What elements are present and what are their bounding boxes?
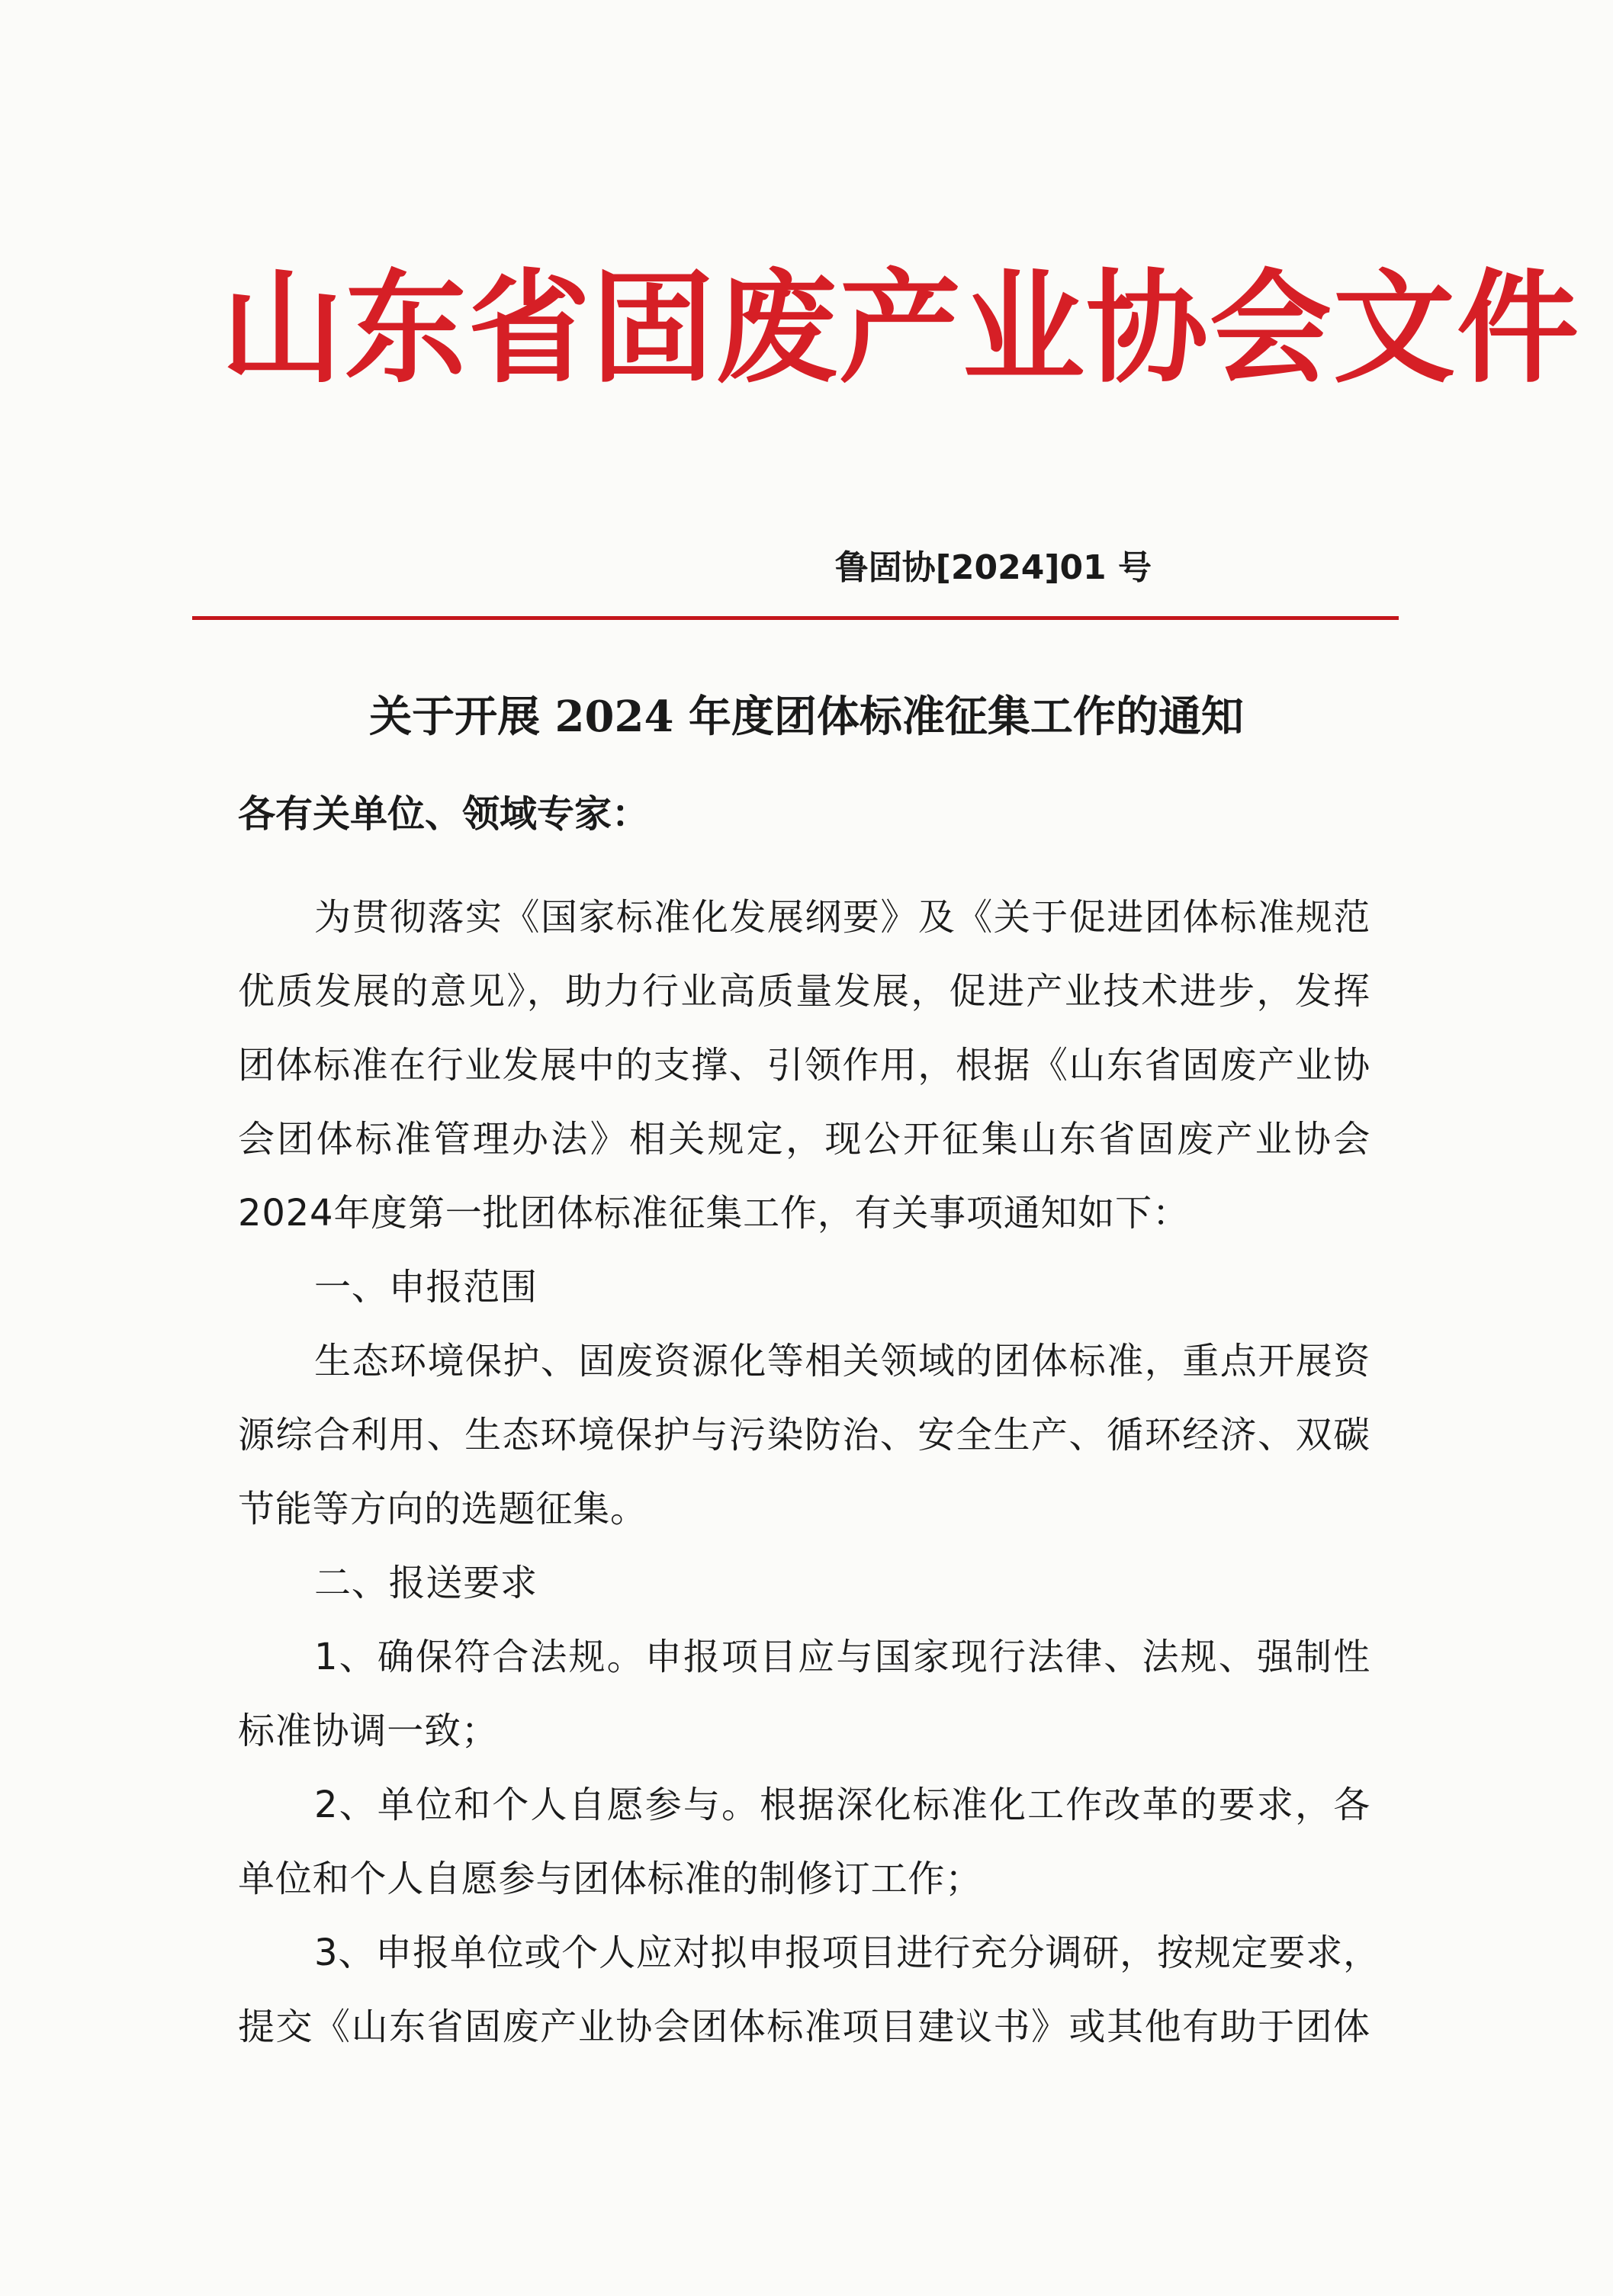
body-line: 1、确保符合法规。申报项目应与国家现行法律、法规、强制性 — [314, 1636, 1370, 1678]
body-line: 提交《山东省固废产业协会团体标准项目建议书》或其他有助于团体 — [238, 2005, 1370, 2048]
body-line: 源综合利用、生态环境保护与污染防治、安全生产、循环经济、双碳 — [238, 1414, 1370, 1456]
document-number: 鲁固协[2024]01 号 — [834, 548, 1152, 587]
body-line: 2024年度第一批团体标准征集工作，有关事项通知如下： — [238, 1192, 1190, 1235]
notice-title: 关于开展 2024 年度团体标准征集工作的通知 — [369, 692, 1244, 742]
body-line: 2、单位和个人自愿参与。根据深化标准化工作改革的要求，各 — [314, 1784, 1370, 1826]
red-divider-line — [192, 616, 1399, 620]
body-line: 单位和个人自愿参与团体标准的制修订工作； — [238, 1858, 983, 1900]
body-line: 团体标准在行业发展中的支撑、引领作用，根据《山东省固废产业协 — [238, 1044, 1370, 1087]
body-line: 会团体标准管理办法》相关规定，现公开征集山东省固废产业协会 — [238, 1118, 1370, 1161]
body-line: 标准协调一致； — [238, 1710, 499, 1752]
salutation: 各有关单位、领域专家： — [238, 792, 650, 836]
body-line: 为贯彻落实《国家标准化发展纲要》及《关于促进团体标准规范 — [314, 896, 1370, 939]
body-line: 优质发展的意见》，助力行业高质量发展，促进产业技术进步，发挥 — [238, 970, 1370, 1013]
body-line: 3、申报单位或个人应对拟申报项目进行充分调研，按规定要求， — [314, 1932, 1380, 1974]
section-heading: 二、报送要求 — [314, 1562, 538, 1604]
body-line: 生态环境保护、固废资源化等相关领域的团体标准，重点开展资 — [314, 1340, 1370, 1382]
body-line: 节能等方向的选题征集。 — [238, 1488, 647, 1530]
section-heading: 一、申报范围 — [314, 1266, 538, 1309]
masthead-title: 山东省固废产业协会文件 — [221, 256, 1581, 400]
